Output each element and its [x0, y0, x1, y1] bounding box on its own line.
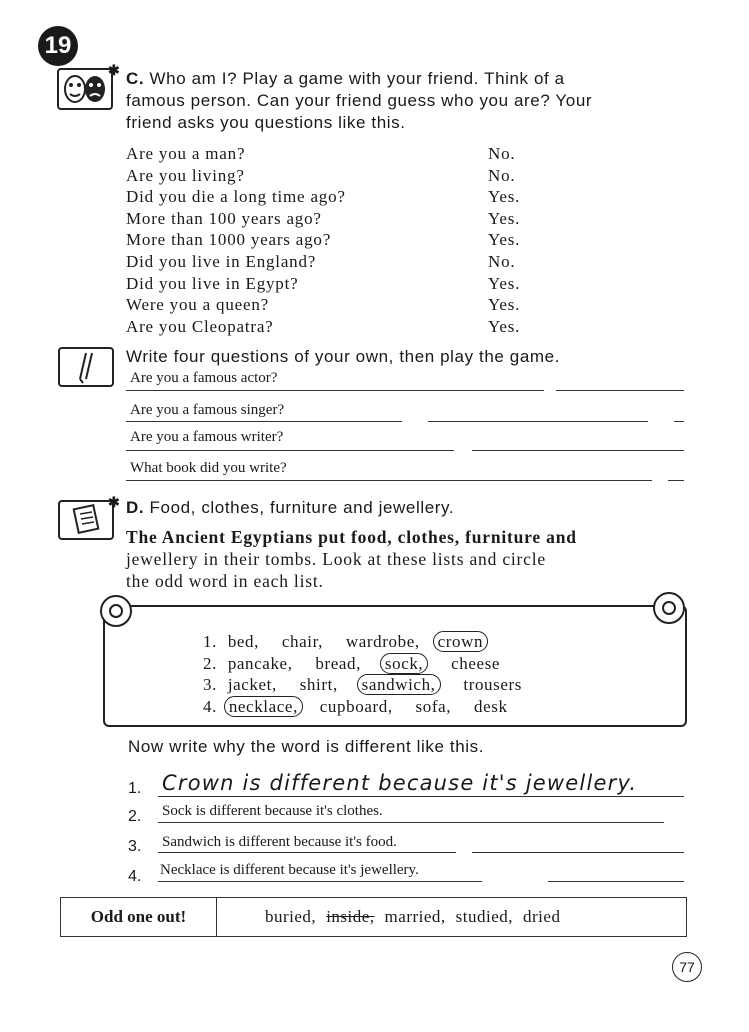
written-question[interactable]: What book did you write? — [130, 460, 287, 476]
question: Did you live in Egypt? — [126, 273, 299, 293]
odd-one-out-words — [217, 898, 686, 936]
circled-word[interactable]: sandwich, — [357, 674, 441, 695]
now-write-instruction: Now write why the word is different like this. — [128, 737, 485, 756]
list-item: 1. bed, chair, wardrobe, crown — [203, 631, 603, 653]
star-icon: ✱ — [108, 62, 120, 78]
word: married, — [384, 907, 446, 926]
answer-text[interactable]: Necklace is different because it's jewellery. — [160, 862, 419, 878]
star-icon: ✱ — [108, 494, 120, 510]
question: Are you living? — [126, 165, 245, 185]
instruction-line: famous person. Can your friend guess who you are? Your — [126, 91, 593, 110]
scroll-roll-right — [653, 592, 685, 624]
question: Did you die a long time ago? — [126, 187, 346, 207]
scroll-roll-left — [100, 595, 132, 627]
answer-line — [158, 852, 456, 853]
text-line: jewellery in their tombs. Look at these lists and circle — [126, 549, 546, 569]
answer: No. — [488, 144, 516, 163]
answer-line — [158, 881, 482, 882]
answer: Yes. — [488, 295, 521, 315]
question: Were you a queen? — [126, 295, 269, 315]
answer: Yes. — [488, 208, 521, 228]
answer: Yes. — [488, 273, 521, 293]
written-question[interactable]: Are you a famous actor? — [130, 370, 278, 386]
answer-line — [126, 480, 652, 481]
answer-number: 2. — [128, 808, 142, 825]
page-number: 77 — [672, 952, 702, 982]
answer-line — [668, 480, 684, 481]
answer-line — [126, 450, 454, 451]
answer-line — [158, 796, 684, 797]
question: More than 100 years ago? — [126, 208, 322, 228]
answer-line — [126, 421, 402, 422]
answer: No. — [488, 165, 516, 185]
answer-line — [158, 822, 664, 823]
odd-one-out-box — [60, 897, 687, 937]
question: Did you live in England? — [126, 251, 317, 271]
answer-line — [548, 881, 684, 882]
answer: No. — [488, 251, 516, 271]
circled-word[interactable]: necklace, — [224, 696, 303, 717]
section-c-instruction — [126, 68, 686, 134]
instruction-line: friend asks you questions like this. — [126, 113, 406, 132]
written-question[interactable]: Are you a famous singer? — [130, 402, 285, 418]
section-d-letter: D. — [126, 498, 145, 517]
answer-text[interactable]: Sandwich is different because it's food. — [162, 834, 397, 850]
word: dried — [523, 907, 561, 926]
question: More than 1000 years ago? — [126, 230, 332, 250]
answer-line — [126, 390, 544, 391]
list-item: 3. jacket, shirt, sandwich, trousers — [203, 675, 522, 694]
instruction-line: Who am I? Play a game with your friend. Think of a — [149, 69, 565, 88]
worksheet-icon — [58, 500, 114, 540]
unit-badge: 19 — [38, 26, 78, 66]
answer-line — [674, 421, 684, 422]
answer-line — [428, 421, 648, 422]
text-line: the odd word in each list. — [126, 571, 324, 591]
section-d-title — [126, 497, 454, 519]
odd-word-lists — [203, 631, 603, 717]
written-question[interactable]: Are you a famous writer? — [130, 429, 284, 445]
write-instruction: Write four questions of your own, then play the game. — [126, 347, 561, 366]
list-item: 4. necklace, cupboard, sofa, desk — [203, 696, 508, 716]
answer: Yes. — [488, 187, 521, 207]
word: studied, — [455, 907, 514, 926]
answer: Yes. — [488, 230, 521, 250]
circled-word[interactable]: crown — [433, 631, 488, 652]
answer-line — [472, 450, 684, 451]
circled-word[interactable]: sock, — [380, 653, 428, 674]
word: buried, — [265, 907, 317, 926]
answer-line — [472, 852, 684, 853]
question: Are you a man? — [126, 144, 246, 163]
question-list — [126, 143, 526, 337]
example-answer: Crown is different because it's jewellery. — [162, 771, 638, 795]
answer-number: 1. — [128, 780, 142, 797]
notebook-pencil-icon — [58, 347, 114, 387]
answer-text[interactable]: Sock is different because it's clothes. — [162, 803, 383, 819]
list-item: 2. pancake, bread, sock, cheese — [203, 653, 501, 673]
answer: Yes. — [488, 316, 521, 336]
text-line: The Ancient Egyptians put food, clothes, furniture and — [126, 527, 577, 547]
question: Are you Cleopatra? — [126, 316, 274, 336]
section-d-title-text: Food, clothes, furniture and jewellery. — [149, 498, 455, 517]
section-c-letter: C. — [126, 69, 145, 88]
answer-line — [556, 390, 684, 391]
section-d-text — [126, 526, 686, 592]
answer-number: 3. — [128, 838, 142, 855]
masks-icon — [57, 68, 113, 110]
crossed-word[interactable]: inside, — [326, 907, 375, 926]
answer-number: 4. — [128, 868, 142, 885]
odd-one-out-title: Odd one out! — [61, 898, 217, 936]
answer-list — [488, 143, 568, 337]
